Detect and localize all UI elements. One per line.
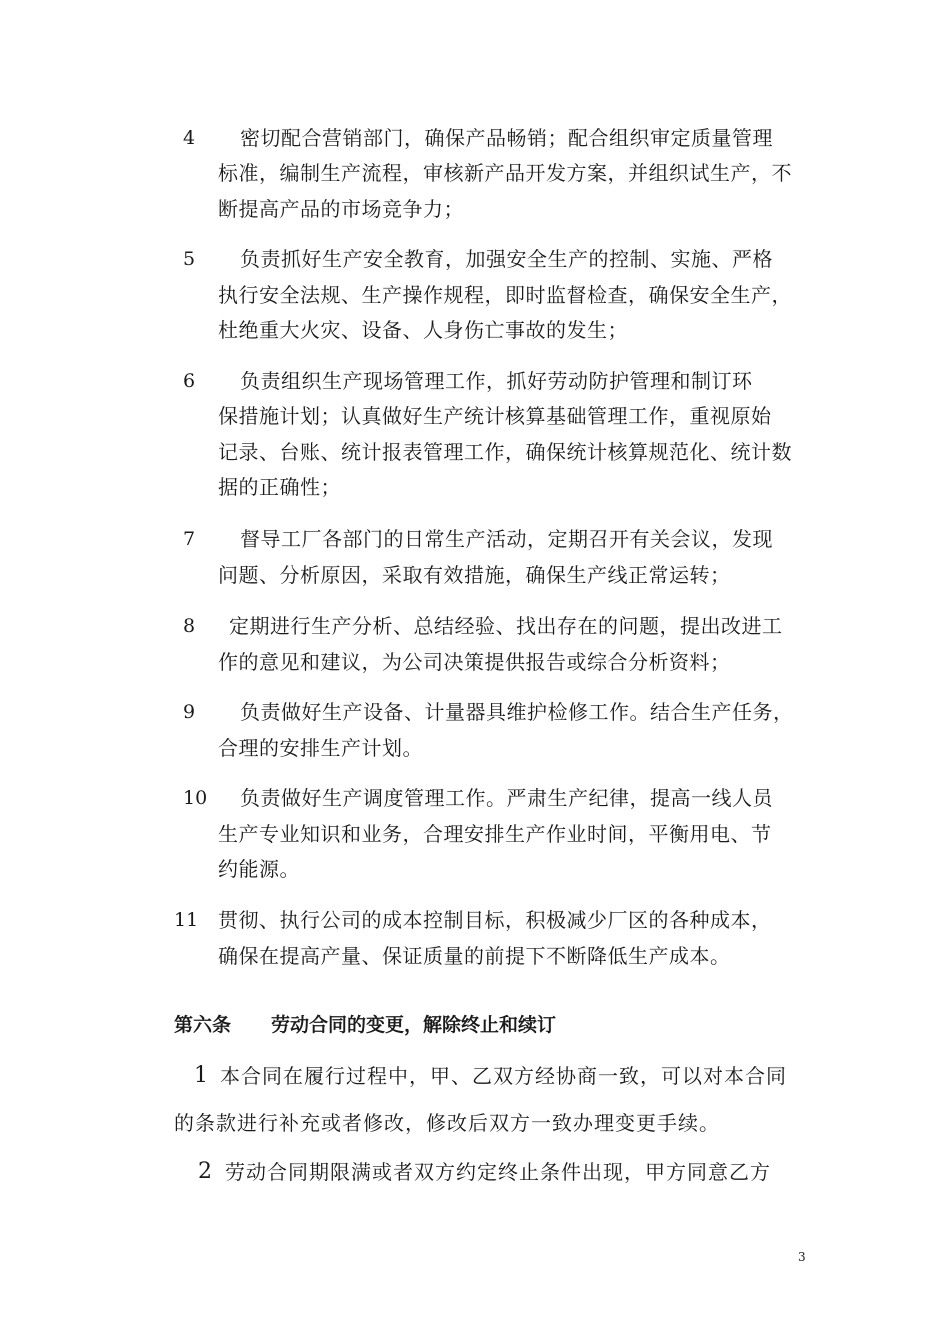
item-text-line: 贯彻、执行公司的成本控制目标，积极减少厂区的各种成本， (218, 908, 772, 932)
item-text-line: 合理的安排生产计划。 (218, 736, 423, 760)
item-text-line: 生产专业知识和业务，合理安排生产作业时间，平衡用电、节 (218, 822, 772, 846)
item-text-line: 确保在提高产量、保证质量的前提下不断降低生产成本。 (218, 944, 731, 968)
item-text-line: 据的正确性； (218, 475, 341, 499)
paragraph-line: 本合同在履行过程中，甲、乙双方经协商一致，可以对本合同 (220, 1064, 787, 1088)
item-number: 6 (183, 370, 196, 392)
item-number: 10 (183, 787, 208, 809)
paragraph-line: 劳动合同期限满或者双方约定终止条件出现，甲方同意乙方 (225, 1160, 771, 1184)
item-number: 8 (183, 615, 196, 637)
item-text-line: 执行安全法规、生产操作规程，即时监督检查，确保安全生产， (218, 283, 792, 307)
item-text-line: 问题、分析原因，采取有效措施，确保生产线正常运转； (218, 563, 731, 587)
item-number: 11 (174, 909, 199, 931)
page-number: 3 (798, 1250, 806, 1264)
item-text-line: 保措施计划；认真做好生产统计核算基础管理工作，重视原始 (218, 404, 772, 428)
item-number: 4 (183, 127, 196, 149)
item-number: 9 (183, 701, 196, 723)
section-title: 劳动合同的变更，解除终止和续订 (271, 1014, 557, 1036)
paragraph-number: 2 (198, 1159, 212, 1184)
item-text-line: 督导工厂各部门的日常生产活动，定期召开有关会议，发现 (240, 527, 773, 551)
item-text-line: 记录、台账、统计报表管理工作，确保统计核算规范化、统计数 (218, 440, 792, 464)
item-text-line: 负责组织生产现场管理工作，抓好劳动防护管理和制订环 (240, 369, 753, 393)
item-text-line: 杜绝重大火灾、设备、人身伤亡事故的发生； (218, 318, 628, 342)
item-text-line: 负责做好生产设备、计量器具维护检修工作。结合生产任务， (240, 700, 794, 724)
paragraph-number: 1 (194, 1063, 208, 1088)
section-label: 第六条 (174, 1014, 232, 1036)
item-number: 5 (183, 248, 196, 270)
item-number: 7 (183, 528, 196, 550)
item-text-line: 定期进行生产分析、总结经验、找出存在的问题，提出改进工 (229, 614, 783, 638)
item-text-line: 作的意见和建议，为公司决策提供报告或综合分析资料； (218, 650, 731, 674)
item-text-line: 负责做好生产调度管理工作。严肃生产纪律，提高一线人员 (240, 786, 773, 810)
item-text-line: 负责抓好生产安全教育，加强安全生产的控制、实施、严格 (240, 247, 773, 271)
section-heading (174, 1013, 556, 1037)
item-text-line: 断提高产品的市场竞争力； (218, 197, 464, 221)
item-text-line: 密切配合营销部门，确保产品畅销；配合组织审定质量管理 (240, 126, 773, 150)
paragraph-line: 的条款进行补充或者修改，修改后双方一致办理变更手续。 (174, 1111, 720, 1135)
item-text-line: 约能源。 (218, 857, 300, 881)
item-text-line: 标准，编制生产流程，审核新产品开发方案，并组织试生产，不 (218, 161, 792, 185)
